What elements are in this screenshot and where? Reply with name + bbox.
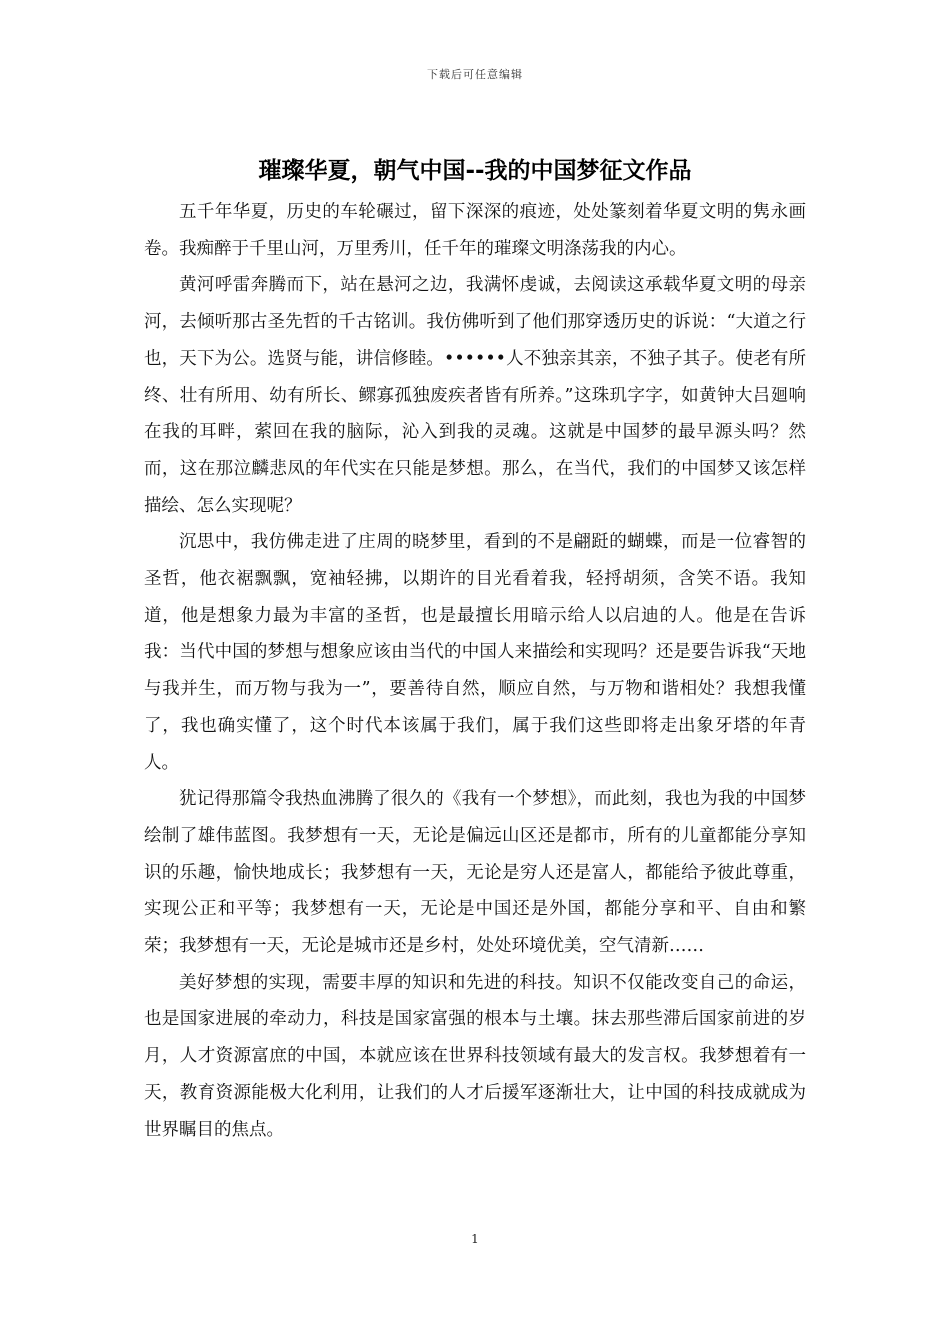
paragraph: 黄河呼雷奔腾而下，站在悬河之边，我满怀虔诚，去阅读这承载华夏文明的母亲河，去倾听那古圣先哲的千古铭训。我仿佛听到了他们那穿透历史的诉说：“大道之行也，天下为公。选贤与能，讲信修睦。••••••人不独亲其亲，不独子其子。使老有所终、壮有所用、幼有所长、鳏寡孤独废疾者皆有所养。”这珠玑字字，如黄钟大吕廻响在我的耳畔，萦回在我的脑际，沁入到我的灵魂。这就是中国梦的最早源头吗？然而，这在那泣麟悲凤的年代实在只能是梦想。那么，在当代，我们的中国梦又该怎样描绘、怎么实现呢？ [144,275,806,516]
paragraph: 沉思中，我仿佛走进了庄周的晓梦里，看到的不是翩跹的蝴蝶，而是一位睿智的圣哲，他衣裾飘飘，宽袖轻拂，以期许的目光看着我，轻捋胡须，含笑不语。我知道，他是想象力最为丰富的圣哲，也是最擅长用暗示给人以启迪的人。他是在告诉我：当代中国的梦想与想象应该由当代的中国人来描绘和实现吗？还是要告诉我“天地与我并生，而万物与我为一”，要善待自然，顺应自然，与万物和谐相处？我想我懂了，我也确实懂了，这个时代本该属于我们，属于我们这些即将走出象牙塔的年青人。 [144,532,806,773]
document-title: 璀璨华夏，朝气中国--我的中国梦征文作品 [258,158,692,184]
paragraph: 犹记得那篇令我热血沸腾了很久的《我有一个梦想》，而此刻，我也为我的中国梦绘制了雄伟蓝图。我梦想有一天，无论是偏远山区还是都市，所有的儿童都能分享知识的乐趣，愉快地成长；我梦想有一天，无论是穷人还是富人，都能给予彼此尊重，实现公正和平等；我梦想有一天，无论是中国还是外国，都能分享和平、自由和繁荣；我梦想有一天，无论是城市还是乡村，处处环境优美，空气清新…… [144,789,806,957]
paragraph: 美好梦想的实现，需要丰厚的知识和先进的科技。知识不仅能改变自己的命运，也是国家进展的牵动力，科技是国家富强的根本与土壤。抹去那些滞后国家前进的岁月，人才资源富庶的中国，本就应该在世界科技领域有最大的发言权。我梦想着有一天，教育资源能极大化利用，让我们的人才后援军逐渐壮大，让中国的科技成就成为世界瞩目的焦点。 [144,972,806,1140]
page-number: 1 [471,1232,479,1246]
paragraph: 五千年华夏，历史的车轮碾过，留下深深的痕迹，处处篆刻着华夏文明的隽永画卷。我痴醉于千里山河，万里秀川，任千年的璀璨文明涤荡我的内心。 [144,202,806,259]
header-note: 下载后可任意编辑 [427,68,523,81]
document-body [144,194,806,1148]
